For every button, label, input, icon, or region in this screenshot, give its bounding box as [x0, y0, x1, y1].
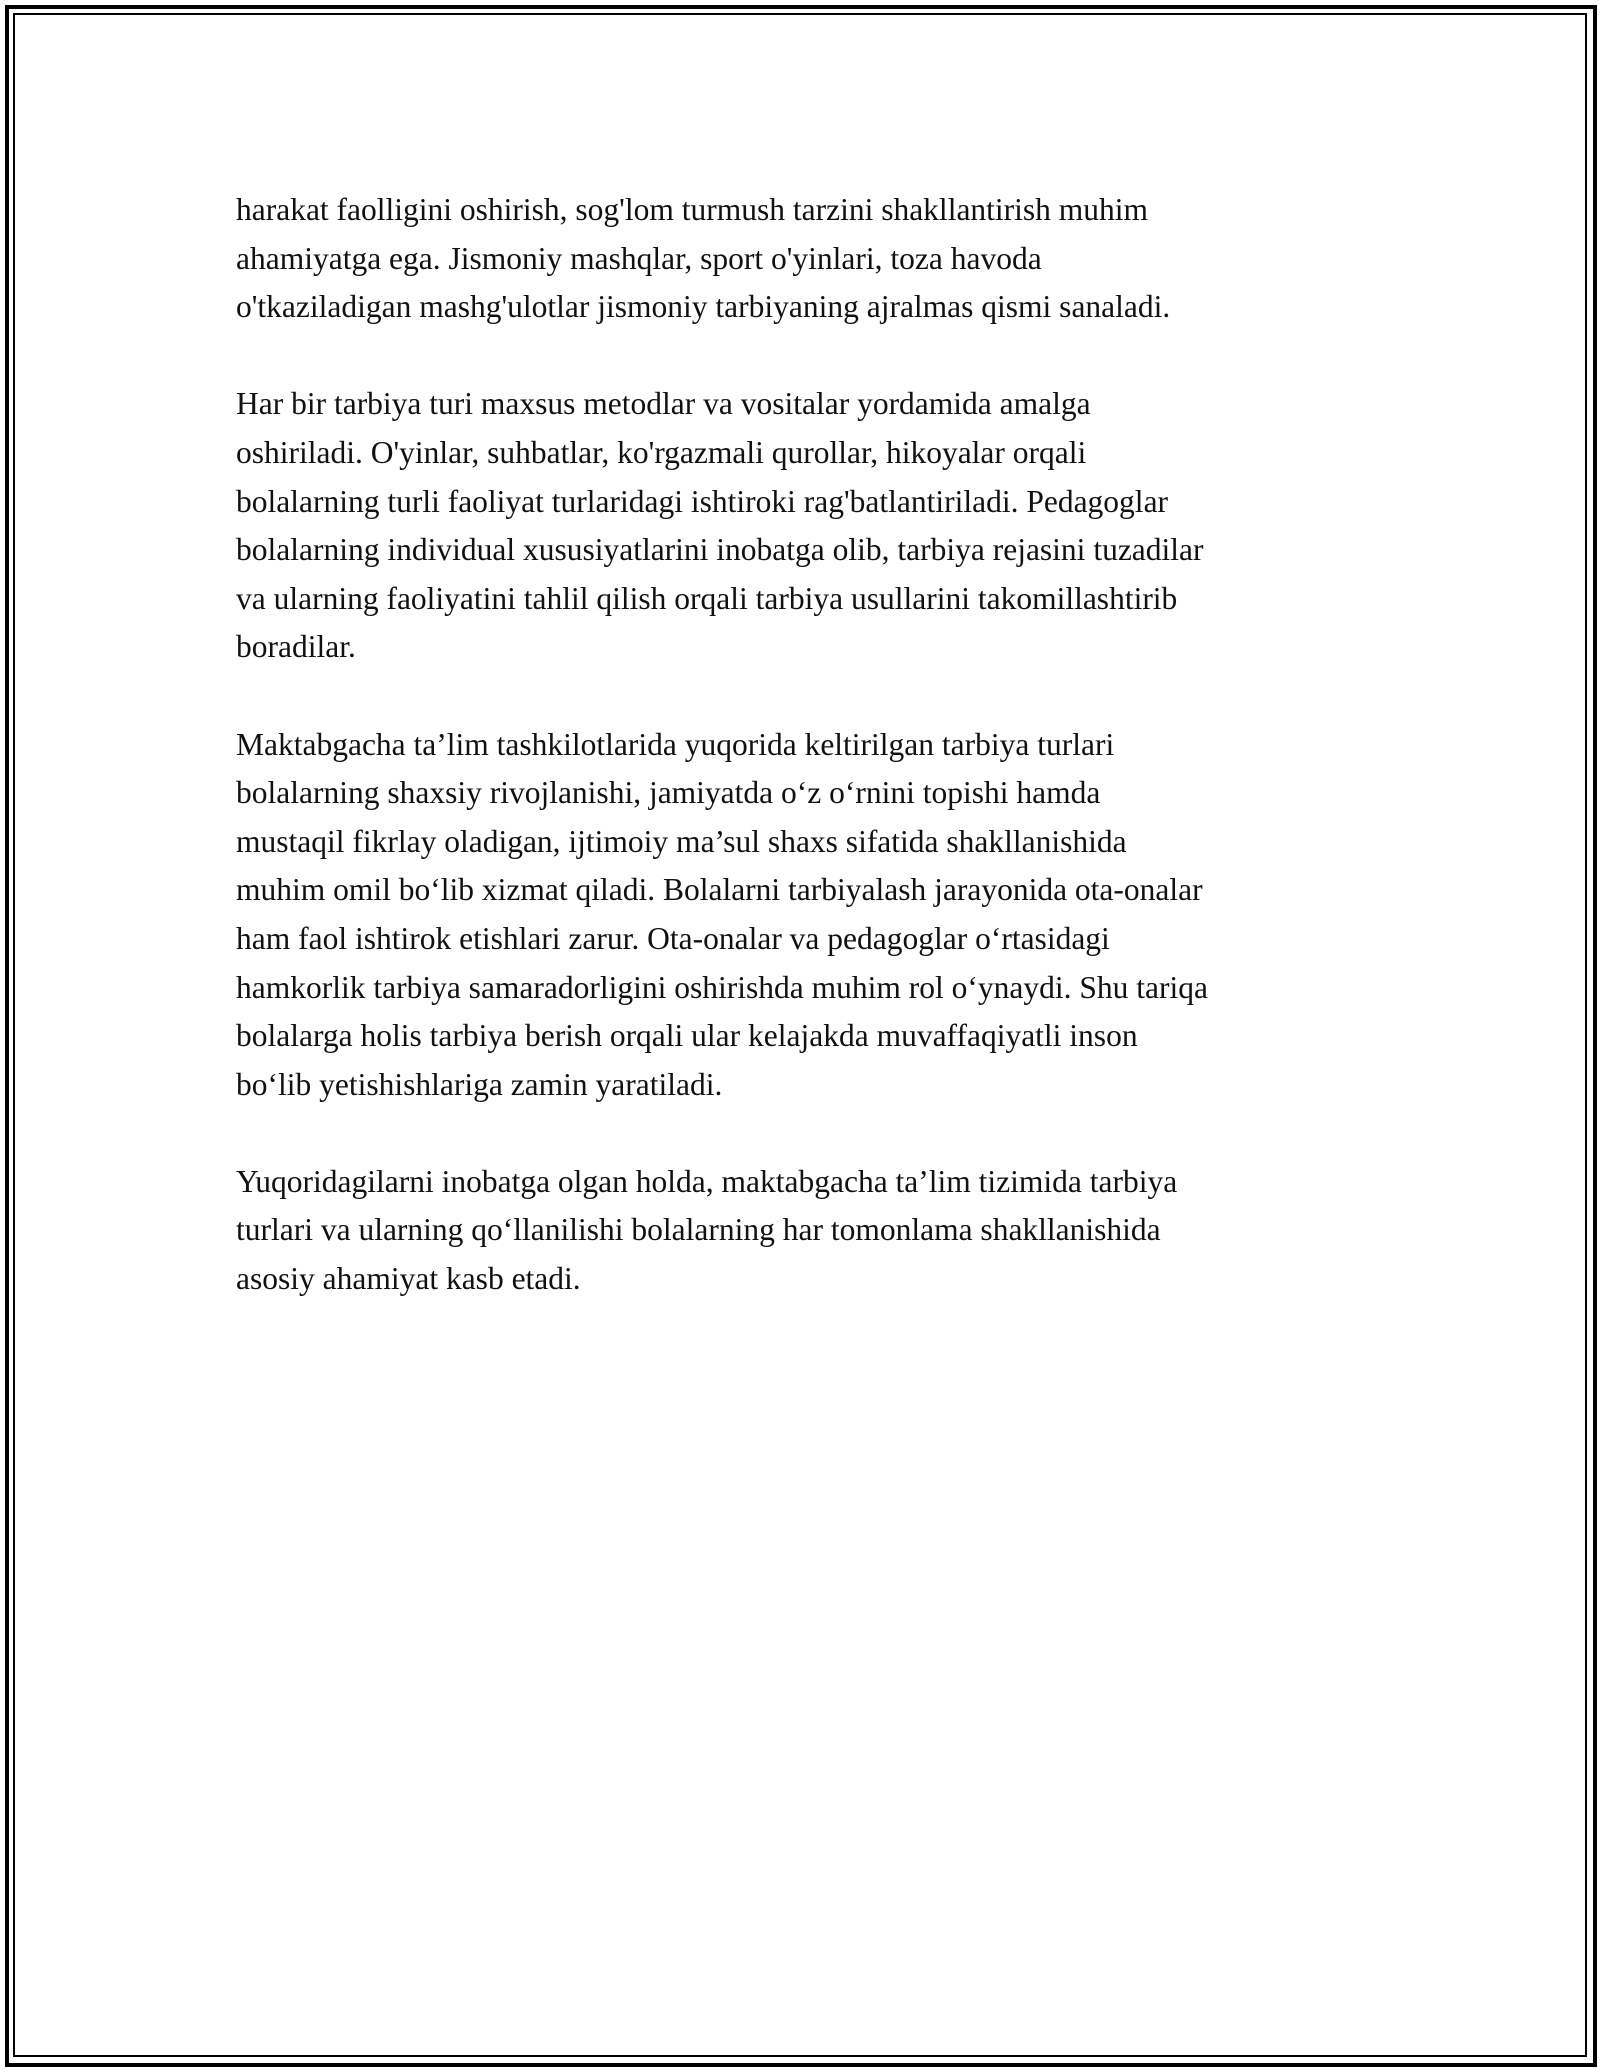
paragraph-conclusion: Yuqoridagilarni inobatga olgan holda, maktabgacha ta’lim tizimida tarbiya turlari va ularning qo‘llanilishi bolalarning har tomonlama shakllanishida asosiy ahamiyat kasb etadi.	[236, 1163, 1178, 1297]
paragraph-physical-education: harakat faolligini oshirish, sog'lom turmush tarzini shakllantirish muhim ahamiyatga ega. Jismoniy mashqlar, sport o'yinlari, toza havoda o'tkaziladigan mashg'ulotlar jismoniy tarbiyaning ajralmas qismi sanaladi.	[236, 192, 1171, 325]
document-body	[236, 186, 1376, 1352]
paragraph-preschool-institutions: Maktabgacha ta’lim tashkilotlarida yuqorida keltirilgan tarbiya turlari bolalarning shaxsiy rivojlanishi, jamiyatda o‘z o‘rnini topishi hamda mustaqil fikrlay oladigan, ijtimoiy ma’sul shaxs sifatida shakllanishida muhim omil bo‘lib xizmat qiladi. Bolalarni tarbiyalash jarayonida ota-onalar ham faol ishtirok etishlari zarur. Ota-onalar va pedagoglar o‘rtasidagi hamkorlik tarbiya samaradorligini oshirishda muhim rol o‘ynaydi. Shu tariqa bolalarga holis tarbiya berish orqali ular kelajakda muvaffaqiyatli inson bo‘lib yetishishlariga zamin yaratiladi.	[236, 726, 1208, 1102]
paragraph-methods: Har bir tarbiya turi maxsus metodlar va vositalar yordamida amalga oshiriladi. O'yinlar, suhbatlar, ko'rgazmali qurollar, hikoyalar orqali bolalarning turli faoliyat turlaridagi ishtiroki rag'batlantiriladi. Pedagoglar bolalarning individual xususiyatlarini inobatga olib, tarbiya rejasini tuzadilar va ularning faoliyatini tahlil qilish orqali tarbiya usullarini takomillashtirib boradilar.	[236, 386, 1204, 665]
